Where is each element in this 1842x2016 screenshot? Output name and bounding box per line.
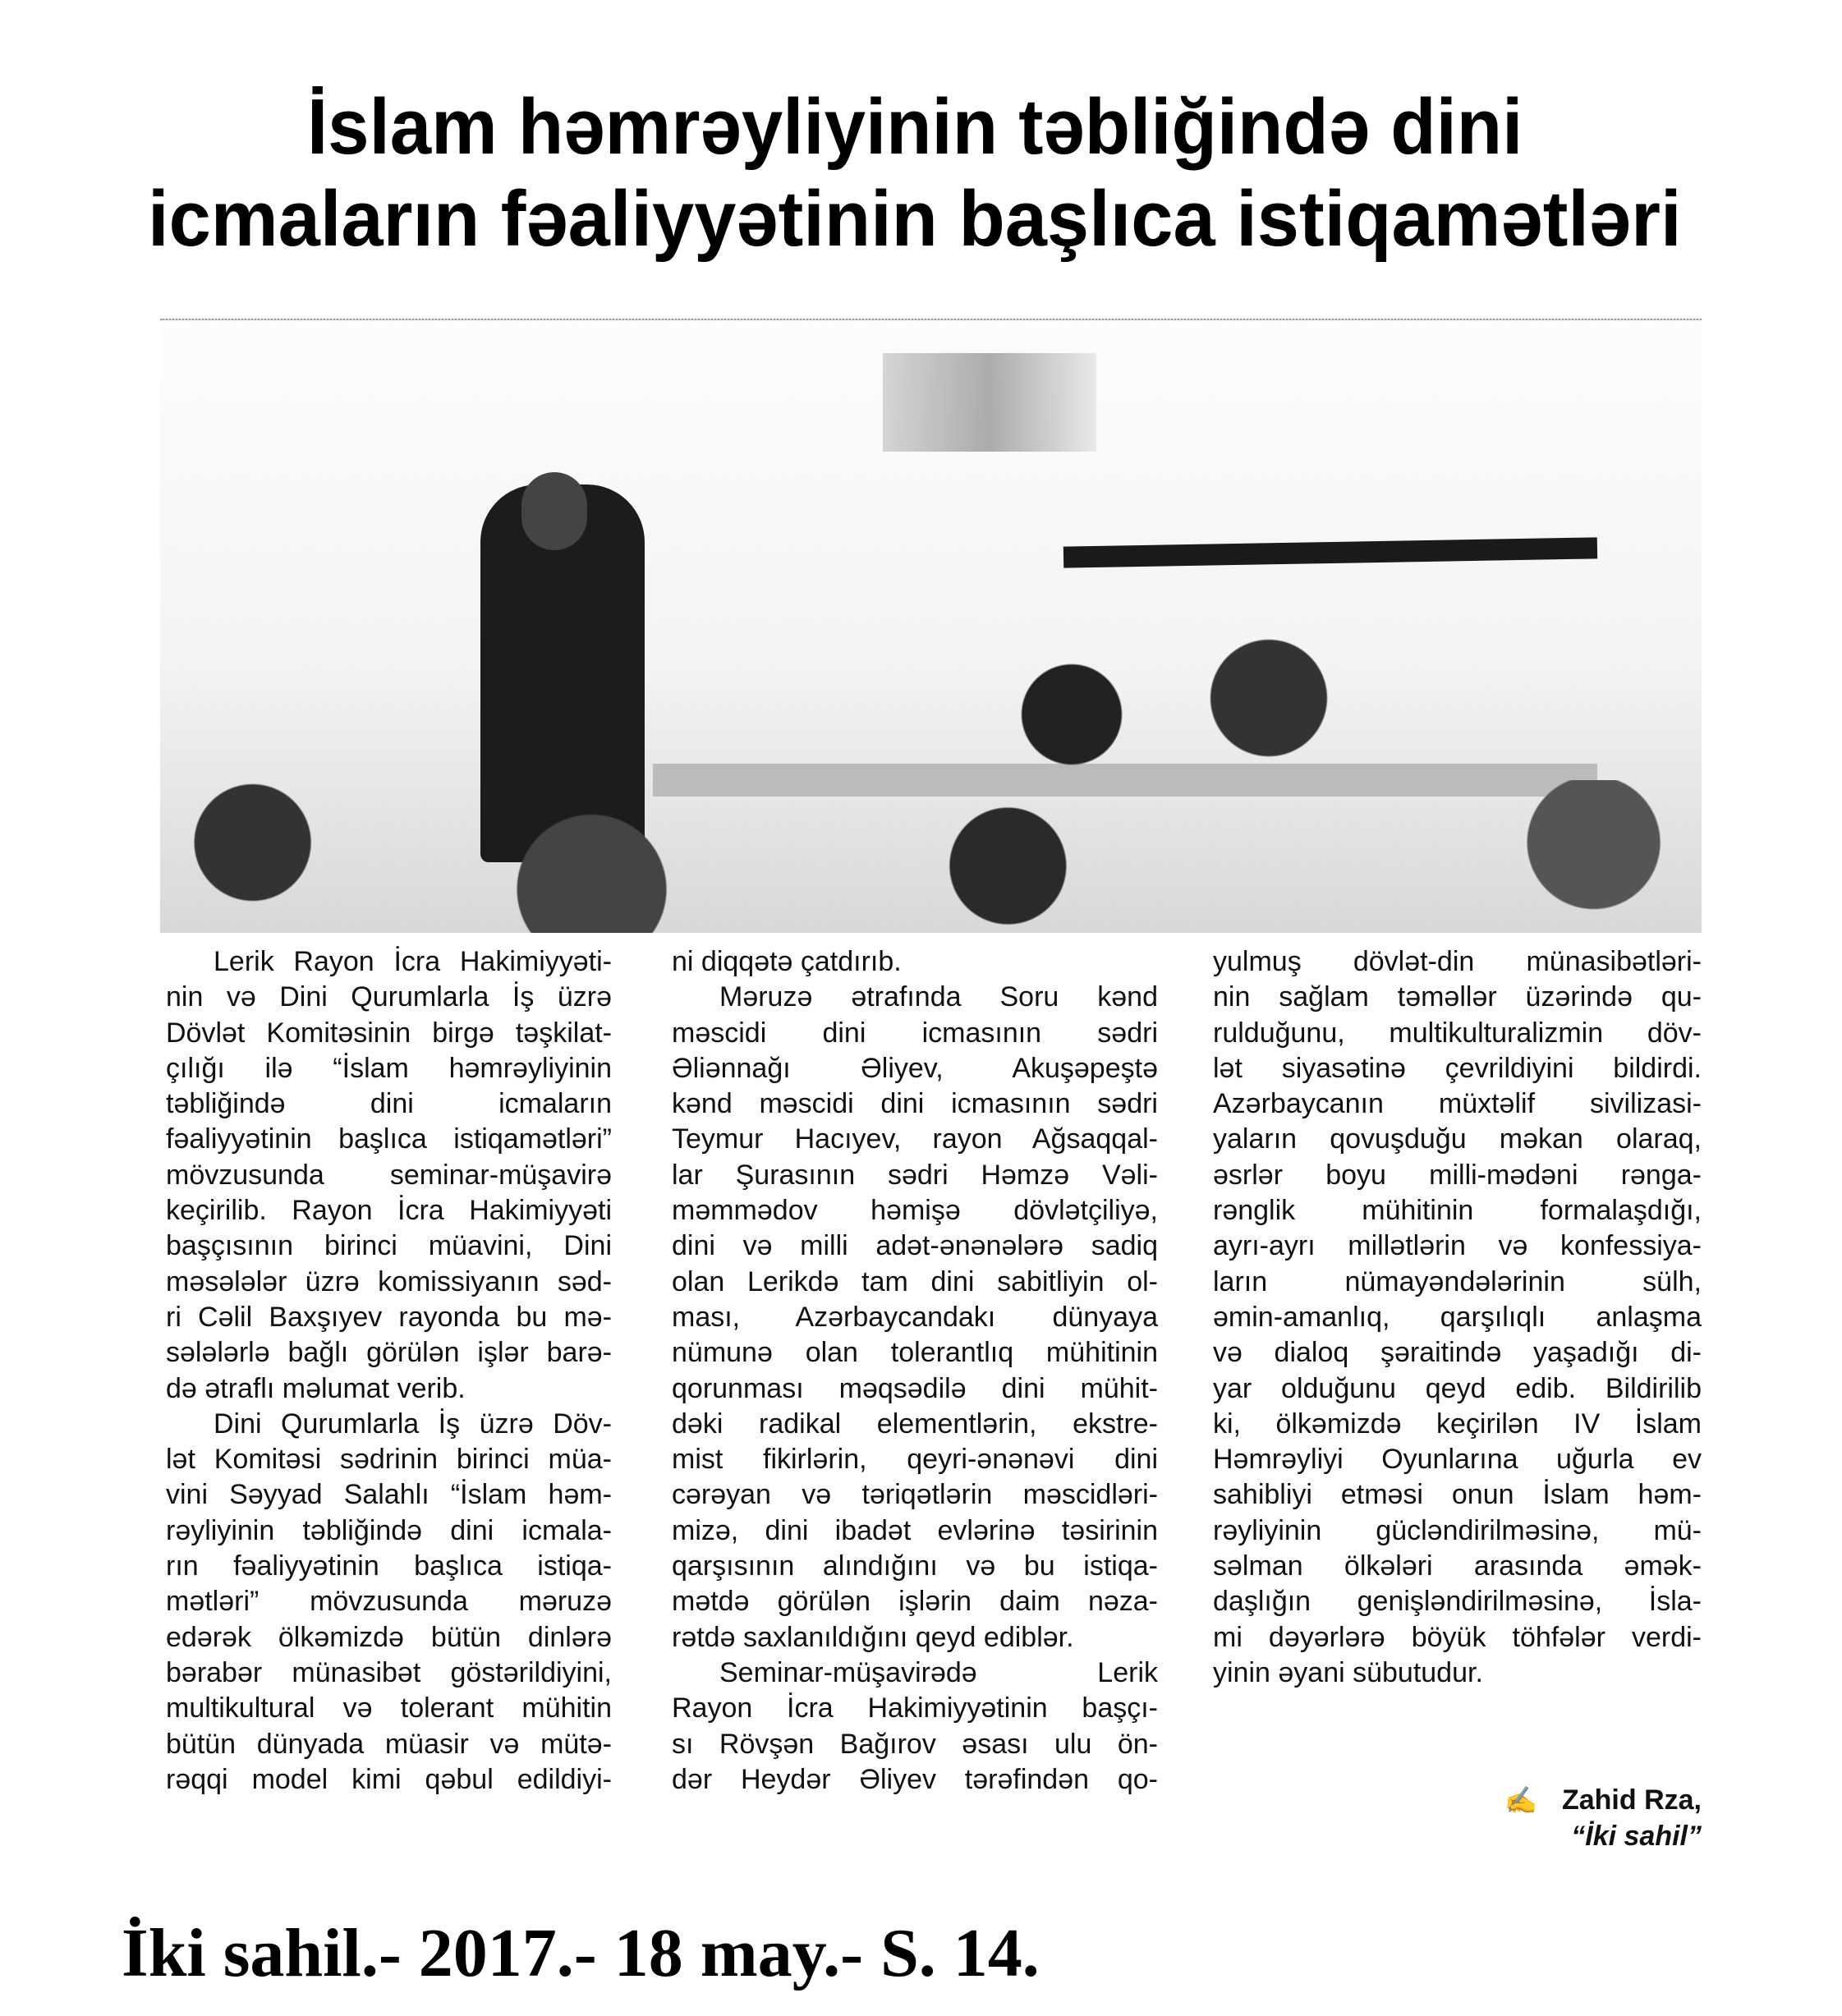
article-text-line: lar Şurasının sədri Həmzə Vəli- [672,1159,1158,1191]
article-text-line: rın fəaliyyətinin başlıca istiqa- [166,1550,612,1582]
article-text-line: məmmədov həmişə dövlətçiliyə, [672,1195,1158,1227]
article-text-line: Dövlət Komitəsinin birgə təşkilat- [166,1017,612,1049]
author-name: Zahid Rza, [1561,1784,1702,1816]
article-text-line: başçısının birinci müavini, Dini [166,1230,612,1262]
article-text-line: qorunması məqsədilə dini mühit- [672,1372,1158,1404]
article-text-line: məsələlər üzrə komissiyanın səd- [166,1265,612,1297]
article-text-line: rənglik mühitinin formalaşdığı, [1213,1195,1702,1227]
article-text-line: rəyliyinin təbliğində dini icmala- [166,1514,612,1546]
article-text-line: nin sağlam təməllər üzərində qu- [1213,981,1702,1013]
article-text-line: Rayon İcra Hakimiyyətinin başçı- [672,1692,1158,1724]
article-column-2 [672,944,1158,1798]
article-text-line: qarşısının alındığını və bu istiqa- [672,1550,1158,1582]
photo-speaker-head [521,472,587,550]
article-text-line: dəki radikal elementlərin, ekstre- [672,1408,1158,1440]
article-text-line: ların nümayəndələrinin sülh, [1213,1265,1702,1297]
pen-icon: ✍ [1504,1785,1537,1815]
article-text-line: yinin əyani sübutudur. [1213,1656,1483,1688]
article-text-line: səlman ölkələri arasında əmək- [1213,1550,1702,1582]
byline [1396,1782,1702,1854]
headline-line-1: İslam həmrəyliyinin təbliğində dini [307,83,1523,171]
article-text-line: vini Səyyad Salahlı “İslam həm- [166,1479,612,1511]
article-text-line: Məruzə ətrafında Soru kənd [719,981,1158,1013]
article-text-line: sələlərlə bağlı görülən işlər barə- [166,1337,612,1369]
article-text-line: nümunə olan tolerantlıq mühitinin [672,1337,1158,1369]
article-text-line: multikultural və tolerant mühitin [166,1692,612,1724]
article-text-line: və dialoq şəraitində yaşadığı di- [1213,1337,1702,1369]
article-text-line: ması, Azərbaycandakı dünyaya [672,1301,1158,1333]
article-text-line: olan Lerikdə tam dini sabitliyin ol- [672,1265,1158,1297]
photo-seated-people [924,632,1417,797]
article-text-line: rulduğunu, multikulturalizmin döv- [1213,1017,1702,1049]
article-text-line: bütün dünyada müasir və mütə- [166,1728,612,1760]
article-text-line: rətdə saxlanıldığını qeyd ediblər. [672,1621,1074,1653]
article-text-line: ayrı-ayrı millətlərin və konfessiya- [1213,1230,1702,1262]
article-text-line: əmin-amanlıq, qarşılıqlı anlaşma [1213,1301,1702,1333]
article-text-line: Azərbaycanın müxtəlif sivilizasi- [1213,1088,1702,1120]
article-text-line: bərabər münasibət göstərildiyini, [166,1656,612,1688]
article-text-line: yaların qovuşduğu məkan olaraq, [1213,1123,1702,1155]
article-text-line: Seminar-müşavirədə Lerik [719,1656,1158,1688]
article-text-line: mətləri” mövzusunda məruzə [166,1586,612,1618]
article-text-line: cərəyan və təriqətlərin məscidləri- [672,1479,1158,1511]
article-text-line: fəaliyyətinin başlıca istiqamətləri” [166,1123,612,1155]
article-text-line: Lerik Rayon İcra Hakimiyyəti- [214,946,612,977]
article-text-line: rəqqi model kimi qəbul edildiyi- [166,1763,612,1795]
article-text-line: Teymur Hacıyev, rayon Ağsaqqal- [672,1123,1158,1155]
article-text-line: dər Heydər Əliyev tərəfindən qo- [672,1763,1158,1795]
photo-banner-bar [1063,537,1597,567]
article-text-line: lət siyasətinə çevrildiyini bildirdi. [1213,1052,1702,1084]
article-text-line: kənd məscidi dini icmasının sədri [672,1088,1158,1120]
publication-name: “İki sahil” [1571,1821,1702,1852]
article-text-line: Dini Qurumlarla İş üzrə Döv- [214,1408,612,1440]
article-text-line: ri Cəlil Baxşıyev rayonda bu mə- [166,1301,612,1333]
article-text-line: mövzusunda seminar-müşavirə [166,1159,612,1191]
article-text-line: lət Komitəsi sədrinin birinci müa- [166,1444,612,1476]
article-text-line: yar olduğunu qeyd edib. Bildirilib [1213,1372,1702,1404]
article-text-line: keçirilib. Rayon İcra Hakimiyyəti [166,1195,612,1227]
article-text-line: Həmrəyliyi Oyunlarına uğurla ev [1213,1444,1702,1476]
photo-audience [160,780,1702,933]
article-text-line: mi dəyərlərə böyük töhfələr verdi- [1213,1621,1702,1653]
article-text-line: edərək ölkəmizdə bütün dinlərə [166,1621,612,1653]
article-text-line: daşlığın genişləndirilməsinə, İsla- [1213,1586,1702,1618]
article-text-line: sahibliyi etməsi onun İslam həm- [1213,1479,1702,1511]
article-text-line: çılığı ilə “İslam həmrəyliyinin [166,1052,612,1084]
article-text-line: nin və Dini Qurumlarla İş üzrə [166,981,612,1013]
article-text-line: əsrlər boyu milli-mədəni rənga- [1213,1159,1702,1191]
article-photo [160,319,1702,933]
article-text-line: mist fikirlərin, qeyri-ənənəvi dini [672,1444,1158,1476]
article-text-line: məscidi dini icmasının sədri [672,1017,1158,1049]
headline-line-2: icmaların fəaliyyətinin başlıca istiqamətləri [148,175,1682,263]
article-text-line: dini və milli adət-ənənələrə sadiq [672,1230,1158,1262]
article-text-line: mizə, dini ibadət evlərinə təsirinin [672,1514,1158,1546]
article-text-line: mətdə görülən işlərin daim nəza- [672,1586,1158,1618]
article-column-3 [1213,944,1702,1691]
article-text-line: də ətraflı məlumat verib. [166,1372,466,1404]
article-text-line: Əliənnağı Əliyev, Akuşəpeştə [672,1052,1158,1084]
photo-wall-poster [883,353,1096,452]
article-text-line: ki, ölkəmizdə keçirilən IV İslam [1213,1408,1702,1440]
article-column-1 [166,944,612,1798]
article-text-line: rəyliyinin gücləndirilməsinə, mü- [1213,1514,1702,1546]
article-text-line: ni diqqətə çatdırıb. [672,946,902,977]
article-text-line: sı Rövşən Bağırov əsası ulu ön- [672,1728,1158,1760]
citation: İki sahil.- 2017.- 18 may.- S. 14. [122,1915,1040,1991]
article-text-line: yulmuş dövlət-din münasibətləri- [1213,946,1702,977]
article-text-line: təbliğində dini icmaların [166,1088,612,1120]
